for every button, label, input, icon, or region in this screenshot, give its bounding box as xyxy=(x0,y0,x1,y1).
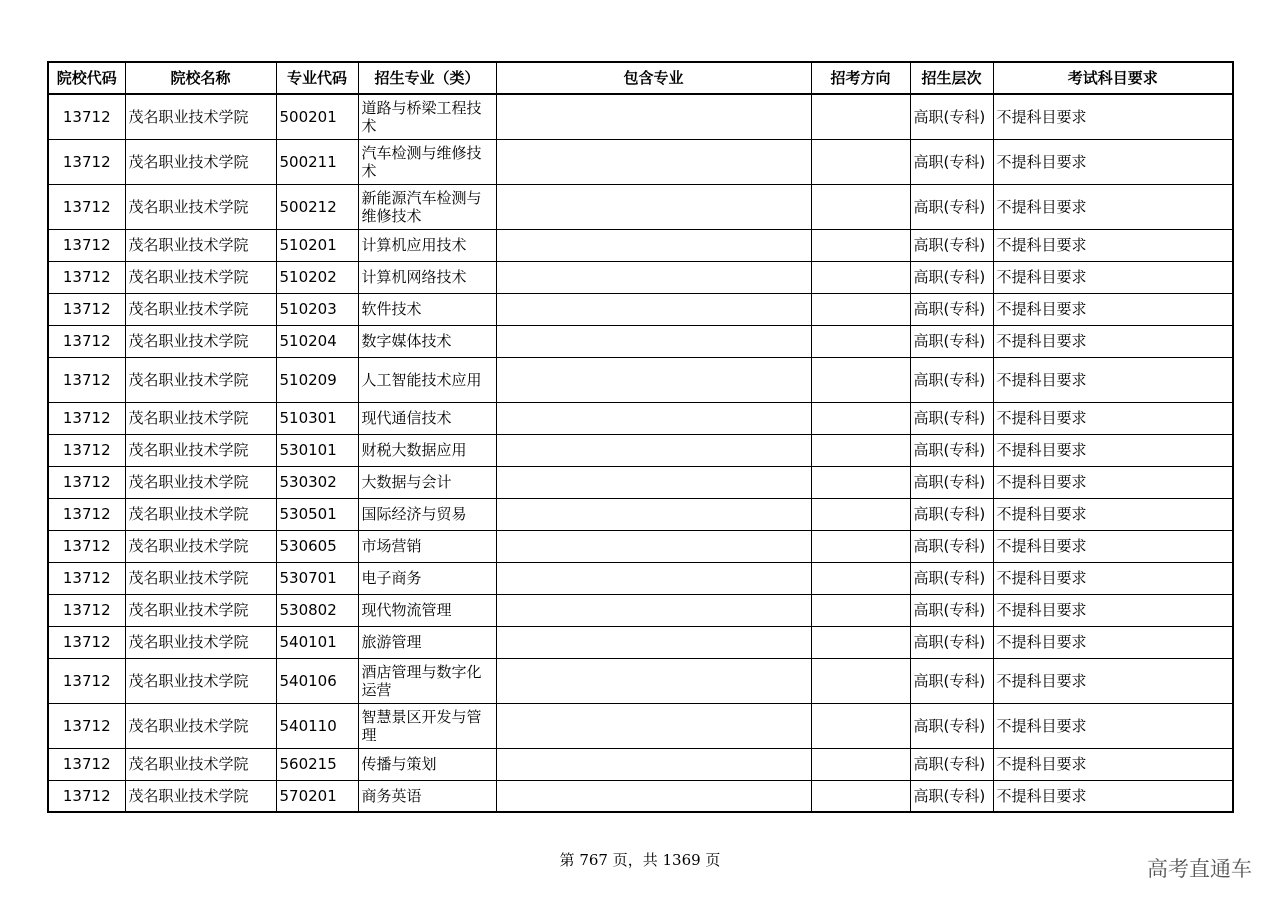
cell-school-name: 茂名职业技术学院 xyxy=(125,780,276,812)
cell-major-code: 510209 xyxy=(276,357,358,402)
cell-level: 高职(专科) xyxy=(910,434,993,466)
table-row xyxy=(48,261,1233,293)
header-school-code: 院校代码 xyxy=(48,62,125,94)
cell-level: 高职(专科) xyxy=(910,184,993,229)
cell-direction xyxy=(811,498,910,530)
header-school-name: 院校名称 xyxy=(125,62,276,94)
cell-level: 高职(专科) xyxy=(910,261,993,293)
cell-major-code: 530302 xyxy=(276,466,358,498)
cell-school-name: 茂名职业技术学院 xyxy=(125,498,276,530)
cell-school-name: 茂名职业技术学院 xyxy=(125,402,276,434)
cell-school-name: 茂名职业技术学院 xyxy=(125,229,276,261)
cell-included-majors xyxy=(496,594,811,626)
cell-requirement: 不提科目要求 xyxy=(993,703,1233,748)
cell-level: 高职(专科) xyxy=(910,780,993,812)
cell-major-code: 500211 xyxy=(276,139,358,184)
cell-major-code: 510201 xyxy=(276,229,358,261)
cell-school-name: 茂名职业技术学院 xyxy=(125,184,276,229)
cell-major: 传播与策划 xyxy=(358,748,496,780)
cell-major-code: 500212 xyxy=(276,184,358,229)
cell-school-name: 茂名职业技术学院 xyxy=(125,466,276,498)
cell-direction xyxy=(811,466,910,498)
cell-school-name: 茂名职业技术学院 xyxy=(125,748,276,780)
table-row xyxy=(48,562,1233,594)
cell-school-code: 13712 xyxy=(48,594,125,626)
cell-school-code: 13712 xyxy=(48,229,125,261)
table-row xyxy=(48,658,1233,703)
cell-level: 高职(专科) xyxy=(910,325,993,357)
cell-major-code: 530101 xyxy=(276,434,358,466)
cell-major: 国际经济与贸易 xyxy=(358,498,496,530)
cell-major: 道路与桥梁工程技术 xyxy=(358,94,496,139)
cell-major: 现代通信技术 xyxy=(358,402,496,434)
cell-major: 酒店管理与数字化运营 xyxy=(358,658,496,703)
cell-requirement: 不提科目要求 xyxy=(993,780,1233,812)
cell-major: 新能源汽车检测与维修技术 xyxy=(358,184,496,229)
cell-included-majors xyxy=(496,530,811,562)
cell-included-majors xyxy=(496,184,811,229)
cell-direction xyxy=(811,626,910,658)
cell-school-code: 13712 xyxy=(48,261,125,293)
cell-level: 高职(专科) xyxy=(910,626,993,658)
cell-school-code: 13712 xyxy=(48,139,125,184)
table-row xyxy=(48,184,1233,229)
table-row xyxy=(48,466,1233,498)
cell-direction xyxy=(811,229,910,261)
cell-direction xyxy=(811,94,910,139)
cell-school-name: 茂名职业技术学院 xyxy=(125,139,276,184)
cell-requirement: 不提科目要求 xyxy=(993,184,1233,229)
cell-direction xyxy=(811,780,910,812)
cell-included-majors xyxy=(496,229,811,261)
cell-requirement: 不提科目要求 xyxy=(993,658,1233,703)
cell-direction xyxy=(811,357,910,402)
cell-direction xyxy=(811,325,910,357)
table-row xyxy=(48,357,1233,402)
cell-major-code: 510204 xyxy=(276,325,358,357)
cell-school-name: 茂名职业技术学院 xyxy=(125,325,276,357)
cell-school-name: 茂名职业技术学院 xyxy=(125,434,276,466)
cell-included-majors xyxy=(496,402,811,434)
header-level: 招生层次 xyxy=(910,62,993,94)
cell-school-code: 13712 xyxy=(48,357,125,402)
cell-major-code: 530802 xyxy=(276,594,358,626)
cell-level: 高职(专科) xyxy=(910,466,993,498)
cell-direction xyxy=(811,658,910,703)
cell-major: 计算机应用技术 xyxy=(358,229,496,261)
cell-school-code: 13712 xyxy=(48,626,125,658)
cell-major: 旅游管理 xyxy=(358,626,496,658)
cell-school-name: 茂名职业技术学院 xyxy=(125,658,276,703)
cell-requirement: 不提科目要求 xyxy=(993,530,1233,562)
table-body xyxy=(48,94,1233,812)
cell-major-code: 510301 xyxy=(276,402,358,434)
cell-major-code: 530605 xyxy=(276,530,358,562)
table-row xyxy=(48,594,1233,626)
cell-direction xyxy=(811,293,910,325)
cell-school-name: 茂名职业技术学院 xyxy=(125,703,276,748)
cell-major-code: 510203 xyxy=(276,293,358,325)
cell-requirement: 不提科目要求 xyxy=(993,402,1233,434)
watermark: 高考直通车 xyxy=(1147,857,1252,881)
cell-school-code: 13712 xyxy=(48,402,125,434)
header-included-majors: 包含专业 xyxy=(496,62,811,94)
cell-included-majors xyxy=(496,626,811,658)
cell-major: 市场营销 xyxy=(358,530,496,562)
cell-direction xyxy=(811,594,910,626)
cell-included-majors xyxy=(496,466,811,498)
cell-major-code: 540106 xyxy=(276,658,358,703)
cell-included-majors xyxy=(496,562,811,594)
cell-level: 高职(专科) xyxy=(910,498,993,530)
table-row xyxy=(48,780,1233,812)
cell-major: 商务英语 xyxy=(358,780,496,812)
cell-requirement: 不提科目要求 xyxy=(993,357,1233,402)
cell-level: 高职(专科) xyxy=(910,530,993,562)
cell-school-code: 13712 xyxy=(48,703,125,748)
cell-included-majors xyxy=(496,357,811,402)
cell-school-code: 13712 xyxy=(48,658,125,703)
cell-level: 高职(专科) xyxy=(910,658,993,703)
cell-school-code: 13712 xyxy=(48,562,125,594)
cell-direction xyxy=(811,562,910,594)
cell-major-code: 500201 xyxy=(276,94,358,139)
table-row xyxy=(48,626,1233,658)
cell-included-majors xyxy=(496,293,811,325)
cell-level: 高职(专科) xyxy=(910,748,993,780)
cell-level: 高职(专科) xyxy=(910,94,993,139)
cell-major-code: 560215 xyxy=(276,748,358,780)
header-direction: 招考方向 xyxy=(811,62,910,94)
cell-school-code: 13712 xyxy=(48,780,125,812)
cell-level: 高职(专科) xyxy=(910,703,993,748)
table-row xyxy=(48,229,1233,261)
cell-included-majors xyxy=(496,703,811,748)
header-major: 招生专业（类） xyxy=(358,62,496,94)
cell-major: 智慧景区开发与管理 xyxy=(358,703,496,748)
cell-major-code: 530701 xyxy=(276,562,358,594)
table-row xyxy=(48,530,1233,562)
cell-major: 财税大数据应用 xyxy=(358,434,496,466)
cell-level: 高职(专科) xyxy=(910,402,993,434)
cell-requirement: 不提科目要求 xyxy=(993,229,1233,261)
cell-school-name: 茂名职业技术学院 xyxy=(125,626,276,658)
cell-school-code: 13712 xyxy=(48,293,125,325)
cell-direction xyxy=(811,434,910,466)
table-row xyxy=(48,402,1233,434)
cell-requirement: 不提科目要求 xyxy=(993,748,1233,780)
cell-direction xyxy=(811,703,910,748)
table-row xyxy=(48,498,1233,530)
table-row xyxy=(48,94,1233,139)
table-row xyxy=(48,325,1233,357)
cell-direction xyxy=(811,530,910,562)
cell-included-majors xyxy=(496,780,811,812)
cell-major: 电子商务 xyxy=(358,562,496,594)
cell-included-majors xyxy=(496,498,811,530)
table-row xyxy=(48,703,1233,748)
cell-included-majors xyxy=(496,434,811,466)
cell-major-code: 540101 xyxy=(276,626,358,658)
cell-major: 汽车检测与维修技术 xyxy=(358,139,496,184)
cell-major-code: 570201 xyxy=(276,780,358,812)
cell-school-code: 13712 xyxy=(48,94,125,139)
cell-included-majors xyxy=(496,139,811,184)
admission-table xyxy=(47,61,1234,813)
cell-school-name: 茂名职业技术学院 xyxy=(125,594,276,626)
cell-school-name: 茂名职业技术学院 xyxy=(125,261,276,293)
cell-requirement: 不提科目要求 xyxy=(993,293,1233,325)
cell-direction xyxy=(811,748,910,780)
cell-requirement: 不提科目要求 xyxy=(993,94,1233,139)
cell-major-code: 510202 xyxy=(276,261,358,293)
cell-included-majors xyxy=(496,658,811,703)
cell-level: 高职(专科) xyxy=(910,357,993,402)
cell-major: 大数据与会计 xyxy=(358,466,496,498)
cell-major: 现代物流管理 xyxy=(358,594,496,626)
cell-level: 高职(专科) xyxy=(910,562,993,594)
cell-requirement: 不提科目要求 xyxy=(993,139,1233,184)
cell-requirement: 不提科目要求 xyxy=(993,562,1233,594)
cell-level: 高职(专科) xyxy=(910,293,993,325)
cell-level: 高职(专科) xyxy=(910,229,993,261)
cell-school-name: 茂名职业技术学院 xyxy=(125,94,276,139)
cell-school-code: 13712 xyxy=(48,748,125,780)
cell-requirement: 不提科目要求 xyxy=(993,466,1233,498)
cell-school-name: 茂名职业技术学院 xyxy=(125,293,276,325)
table-row xyxy=(48,748,1233,780)
table-row xyxy=(48,293,1233,325)
cell-included-majors xyxy=(496,748,811,780)
cell-requirement: 不提科目要求 xyxy=(993,261,1233,293)
header-requirement: 考试科目要求 xyxy=(993,62,1233,94)
cell-school-code: 13712 xyxy=(48,184,125,229)
cell-major: 软件技术 xyxy=(358,293,496,325)
cell-direction xyxy=(811,402,910,434)
cell-school-code: 13712 xyxy=(48,325,125,357)
cell-level: 高职(专科) xyxy=(910,139,993,184)
header-major-code: 专业代码 xyxy=(276,62,358,94)
cell-school-code: 13712 xyxy=(48,498,125,530)
cell-major: 计算机网络技术 xyxy=(358,261,496,293)
cell-school-name: 茂名职业技术学院 xyxy=(125,357,276,402)
page-number: 第 767 页，共 1369 页 xyxy=(559,851,721,869)
cell-requirement: 不提科目要求 xyxy=(993,434,1233,466)
cell-requirement: 不提科目要求 xyxy=(993,594,1233,626)
cell-requirement: 不提科目要求 xyxy=(993,325,1233,357)
cell-included-majors xyxy=(496,261,811,293)
table-row xyxy=(48,434,1233,466)
cell-direction xyxy=(811,139,910,184)
cell-included-majors xyxy=(496,94,811,139)
cell-school-code: 13712 xyxy=(48,466,125,498)
header-row xyxy=(48,62,1233,94)
cell-direction xyxy=(811,184,910,229)
cell-school-code: 13712 xyxy=(48,530,125,562)
cell-included-majors xyxy=(496,325,811,357)
cell-school-name: 茂名职业技术学院 xyxy=(125,562,276,594)
cell-school-name: 茂名职业技术学院 xyxy=(125,530,276,562)
cell-major-code: 530501 xyxy=(276,498,358,530)
cell-direction xyxy=(811,261,910,293)
cell-major: 人工智能技术应用 xyxy=(358,357,496,402)
cell-major-code: 540110 xyxy=(276,703,358,748)
cell-level: 高职(专科) xyxy=(910,594,993,626)
table-row xyxy=(48,139,1233,184)
cell-requirement: 不提科目要求 xyxy=(993,498,1233,530)
cell-major: 数字媒体技术 xyxy=(358,325,496,357)
cell-school-code: 13712 xyxy=(48,434,125,466)
cell-requirement: 不提科目要求 xyxy=(993,626,1233,658)
